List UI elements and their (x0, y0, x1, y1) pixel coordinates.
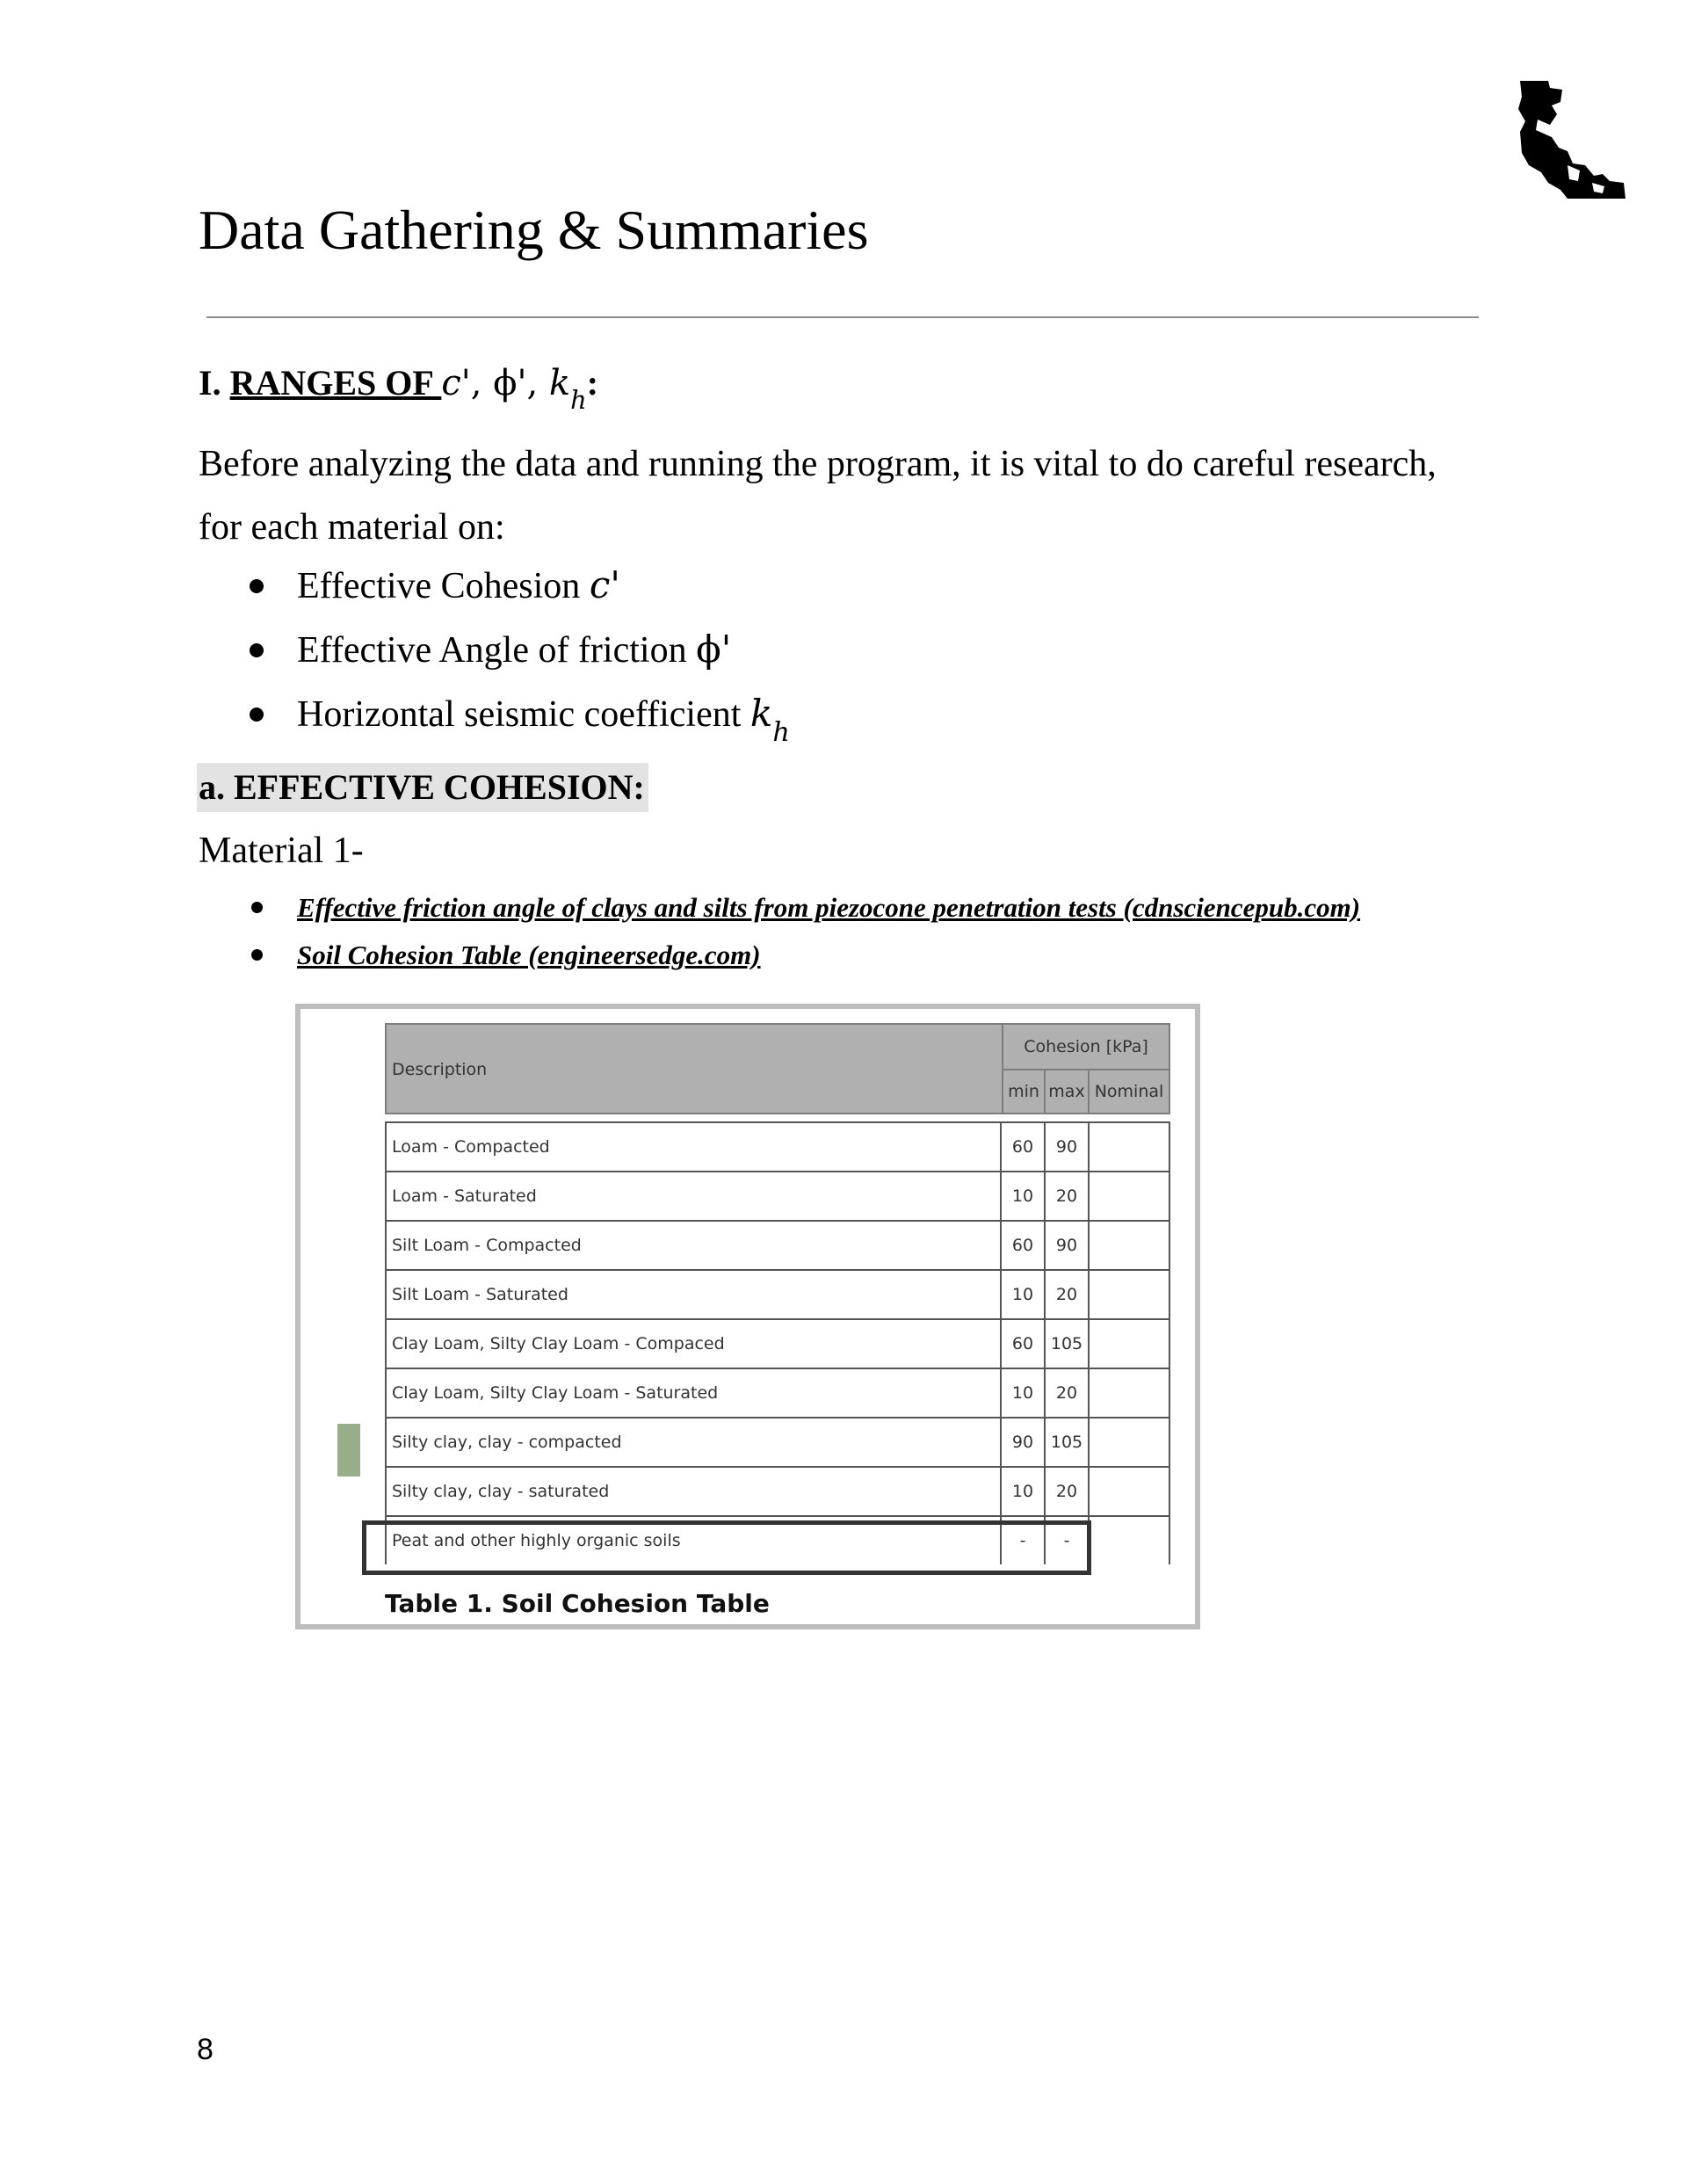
bullet-icon (250, 643, 264, 657)
list-item-symbol: ϕ (696, 628, 721, 671)
cell-max: 20 (1046, 1369, 1090, 1417)
cell-min: 90 (1002, 1419, 1046, 1466)
link-piezocone-paper[interactable]: Effective friction angle of clays and silts from piezocone penetration tests (cdnsciencepub.com) (297, 892, 1361, 923)
cell-max: 105 (1046, 1419, 1090, 1466)
section-symbols (441, 363, 587, 415)
header-cohesion: Cohesion [kPa] (1003, 1025, 1169, 1070)
list-item-subscript: h (772, 716, 790, 748)
table-row (385, 1466, 1170, 1515)
cell-min: 10 (1002, 1468, 1046, 1515)
list-item (199, 554, 790, 618)
bullet-icon (251, 949, 263, 961)
section-prefix: I. (199, 363, 230, 403)
table-row (385, 1171, 1170, 1220)
cell-description: Loam - Saturated (387, 1172, 1002, 1220)
section-heading-underlined: RANGES OF (229, 363, 442, 403)
list-item-text: Horizontal seismic coefficient (297, 694, 750, 735)
soil-cohesion-figure (295, 1004, 1200, 1629)
cell-min: 10 (1002, 1271, 1046, 1318)
header-max: max (1046, 1070, 1090, 1113)
bullet-icon (251, 902, 263, 913)
cell-description: Peat and other highly organic soils (387, 1517, 1002, 1564)
link-soil-cohesion-table[interactable]: Soil Cohesion Table (engineersedge.com) (297, 940, 761, 970)
highlight-marker (337, 1424, 360, 1477)
list-item (199, 618, 790, 682)
symbol-k: k (548, 363, 571, 403)
cell-max: 90 (1046, 1222, 1090, 1269)
reference-links (199, 884, 1360, 979)
symbol-h-subscript: h (570, 384, 587, 415)
cell-max: 20 (1046, 1172, 1090, 1220)
cell-min: 10 (1002, 1369, 1046, 1417)
list-item-symbol: c (589, 563, 611, 606)
cell-min: 10 (1002, 1172, 1046, 1220)
page-number: 8 (197, 2033, 214, 2066)
cell-max: 20 (1046, 1271, 1090, 1318)
cell-nominal (1090, 1468, 1169, 1515)
header-description: Description (387, 1025, 1003, 1113)
cell-max: 105 (1046, 1320, 1090, 1368)
table-header (385, 1023, 1170, 1114)
cell-min: 60 (1002, 1123, 1046, 1171)
cell-min: - (1002, 1517, 1046, 1564)
list-item-text: Effective Cohesion (297, 566, 590, 606)
table-row (385, 1121, 1170, 1171)
cell-max: 20 (1046, 1468, 1090, 1515)
cell-nominal (1090, 1222, 1169, 1269)
header-nominal: Nominal (1094, 1082, 1164, 1101)
symbol-c: c (441, 363, 461, 403)
intro-paragraph: Before analyzing the data and running the program, it is vital to do careful research, for each material on: (199, 444, 1437, 548)
cell-nominal (1090, 1271, 1169, 1318)
list-item (199, 682, 790, 750)
horizontal-rule (206, 316, 1479, 318)
section-colon: : (586, 363, 599, 403)
page-title: Data Gathering & Summaries (199, 199, 869, 261)
cell-description: Silt Loam - Compacted (387, 1222, 1002, 1269)
cell-nominal (1090, 1517, 1169, 1564)
cell-nominal (1090, 1369, 1169, 1417)
cell-description: Silt Loam - Saturated (387, 1271, 1002, 1318)
symbol-phi: ϕ (493, 363, 518, 403)
list-item-text: Effective Angle of friction (297, 630, 697, 671)
bullet-icon (250, 707, 264, 722)
table-row (385, 1368, 1170, 1417)
table-row-highlighted (385, 1417, 1170, 1466)
table-row (385, 1220, 1170, 1269)
list-item (199, 884, 1360, 932)
soil-cohesion-table (385, 1023, 1170, 1577)
list-item-symbol-suffix: ' (720, 628, 732, 671)
list-item (199, 932, 1360, 979)
cell-nominal (1090, 1123, 1169, 1171)
cell-max: 90 (1046, 1123, 1090, 1171)
symbol-prime-2: ', (517, 363, 549, 403)
table-row (385, 1515, 1170, 1564)
table-body (385, 1121, 1170, 1564)
symbol-prime-1: ', (460, 363, 494, 403)
list-item-symbol: k (749, 692, 773, 735)
cell-description: Loam - Compacted (387, 1123, 1002, 1171)
table-row (385, 1318, 1170, 1368)
cell-nominal (1090, 1320, 1169, 1368)
table-row (385, 1269, 1170, 1318)
cell-max: - (1046, 1517, 1090, 1564)
cell-nominal (1090, 1172, 1169, 1220)
cell-description: Silty clay, clay - saturated (387, 1468, 1002, 1515)
cell-min: 60 (1002, 1320, 1046, 1368)
table-caption: Table 1. Soil Cohesion Table (385, 1589, 770, 1618)
cell-description: Silty clay, clay - compacted (387, 1419, 1002, 1466)
bullet-icon (250, 579, 264, 593)
cell-nominal (1090, 1419, 1169, 1466)
section-heading (199, 359, 599, 415)
header-min: min (1003, 1070, 1046, 1113)
cell-min: 60 (1002, 1222, 1046, 1269)
parameter-list (199, 554, 790, 750)
california-state-logo-icon (1517, 79, 1627, 200)
cell-description: Clay Loam, Silty Clay Loam - Compaced (387, 1320, 1002, 1368)
material-label: Material 1- (199, 831, 364, 871)
list-item-symbol-suffix: ' (610, 563, 620, 606)
cell-description: Clay Loam, Silty Clay Loam - Saturated (387, 1369, 1002, 1417)
subsection-heading: a. EFFECTIVE COHESION: (197, 763, 648, 812)
